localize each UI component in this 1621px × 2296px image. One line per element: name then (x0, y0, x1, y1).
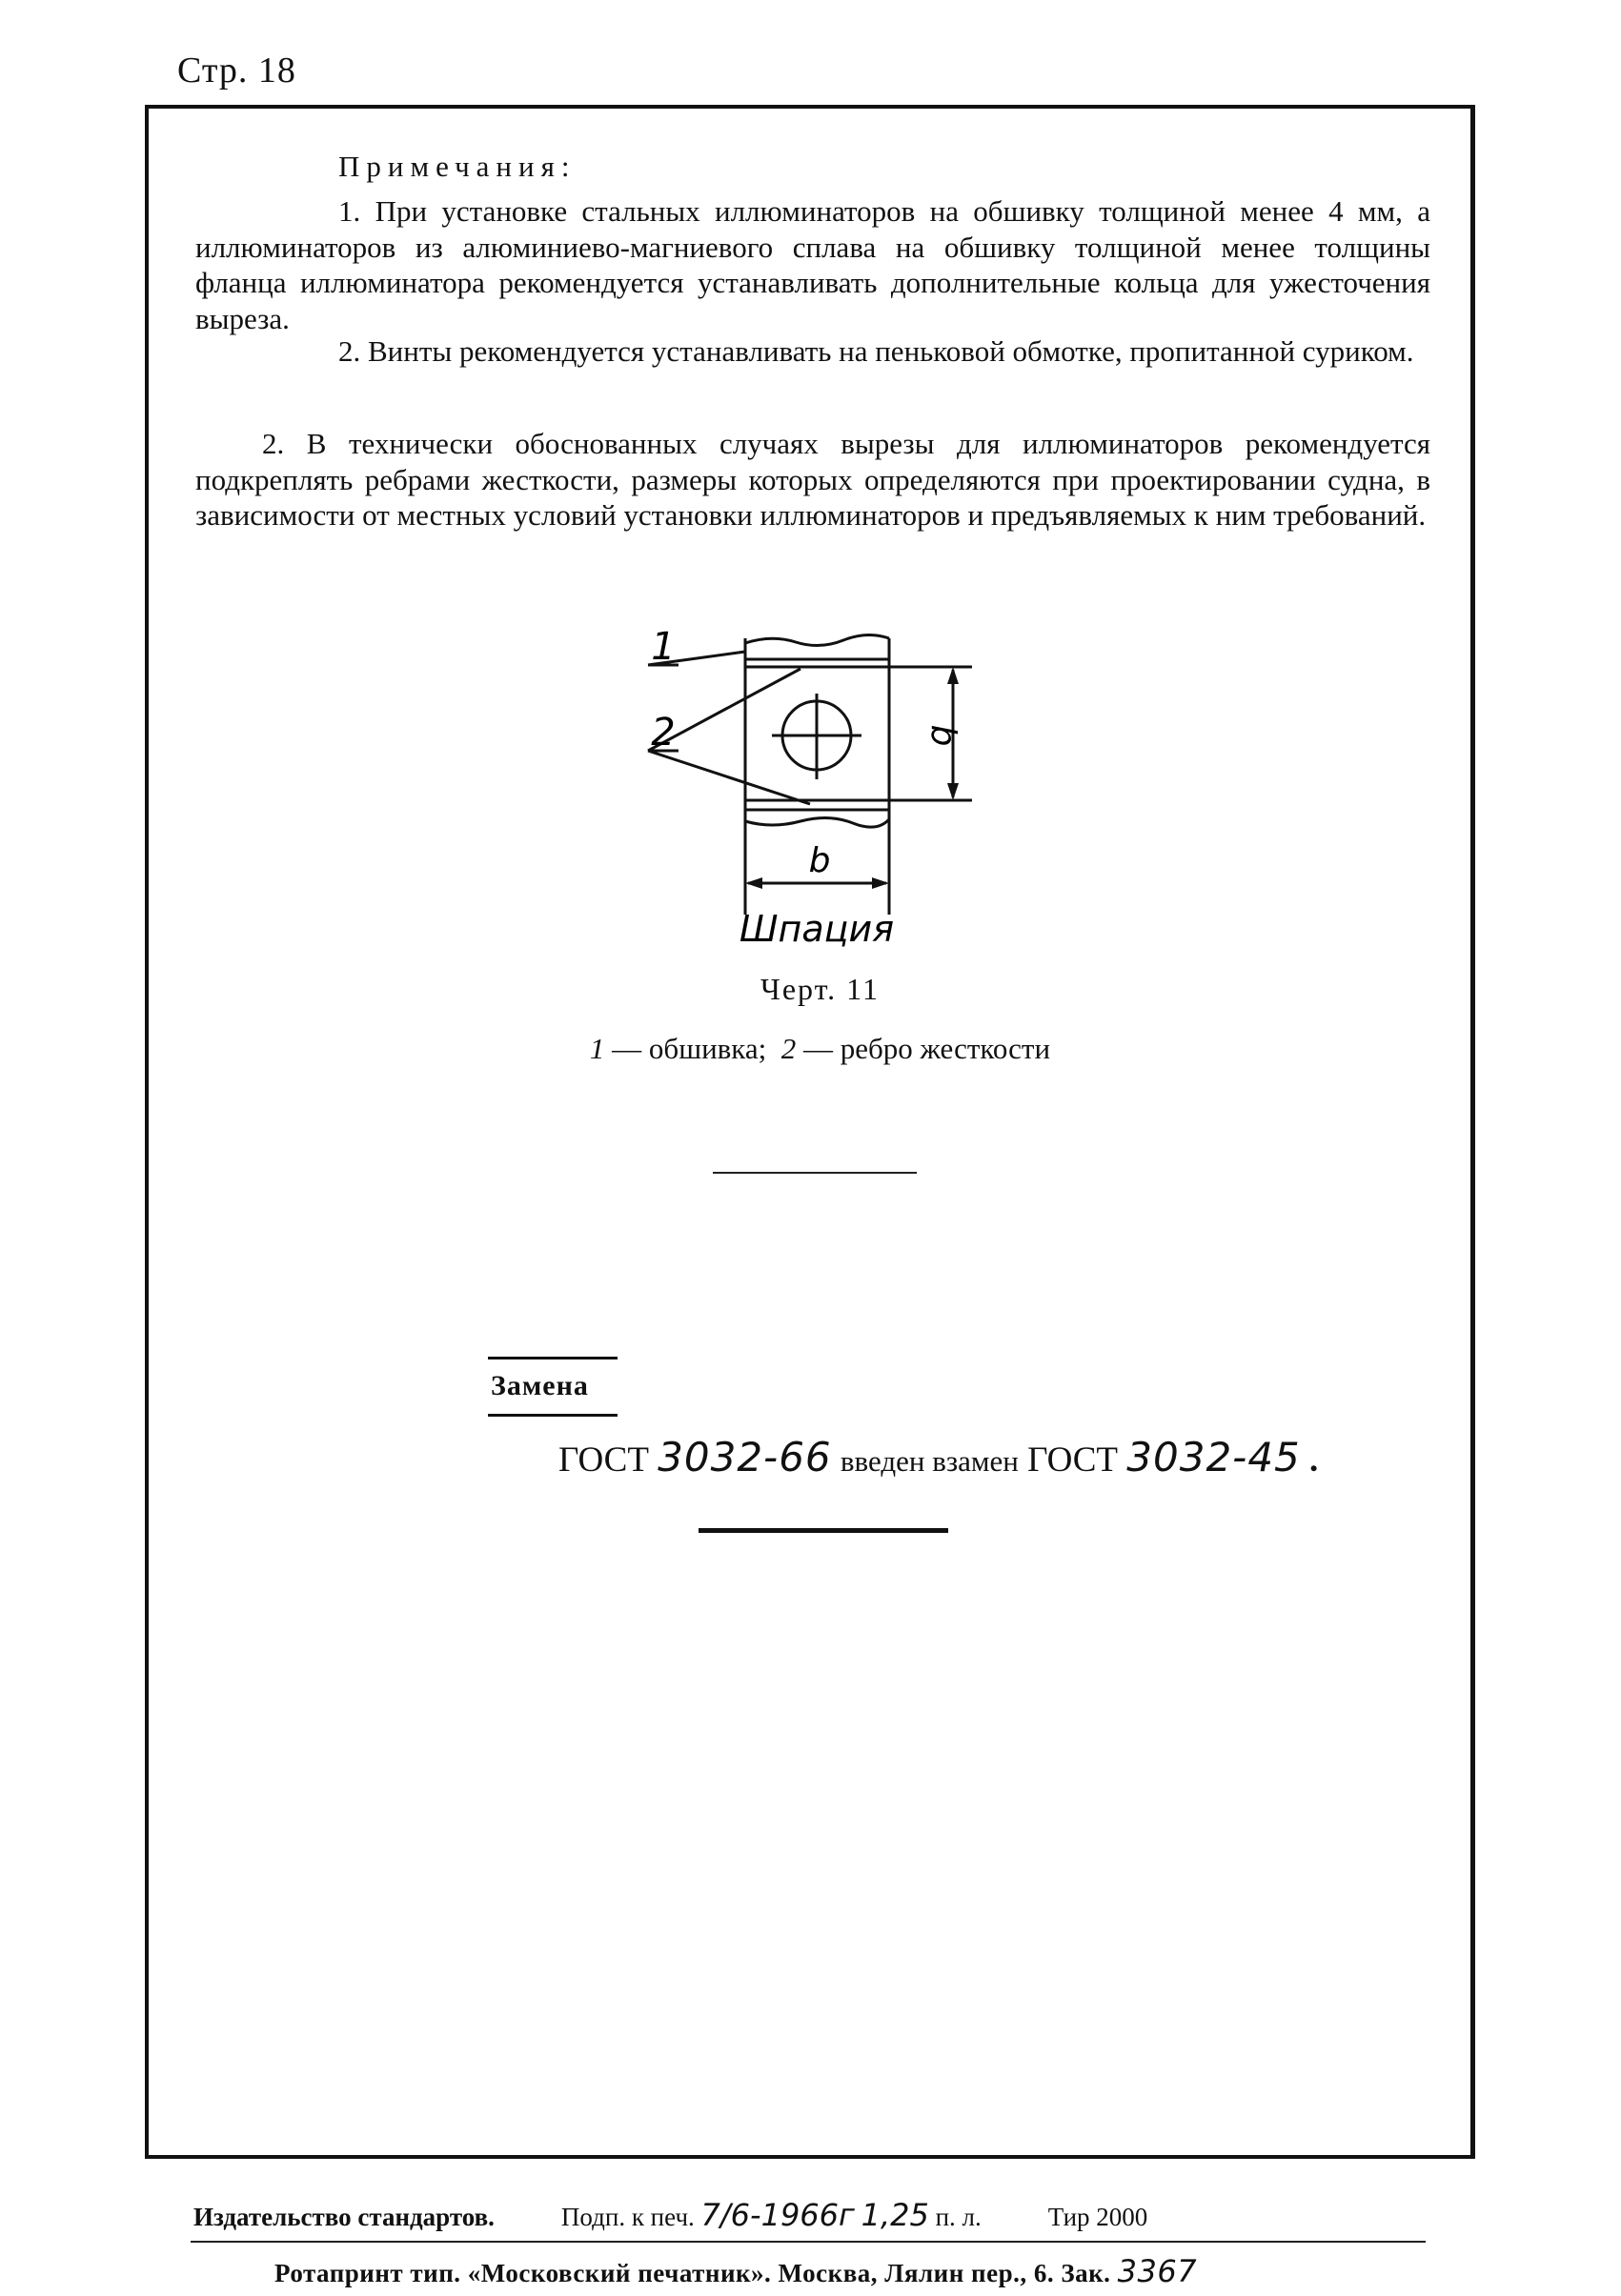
signed-date: 7/6-1966г (700, 2197, 855, 2233)
arrow-down (947, 783, 959, 800)
closing-rule (699, 1528, 948, 1533)
cutout-drawing (629, 610, 1029, 962)
spacing-label: Шпация (739, 908, 895, 950)
sheets-unit: п. л. (935, 2203, 982, 2231)
printer: Ротапринт тип. «Московский печатник». Москва, Лялин пер., 6. Зак. (274, 2259, 1111, 2287)
replacement-label: Замена (491, 1370, 589, 1401)
replacement-rule-top (488, 1357, 618, 1359)
arrow-right (872, 877, 889, 889)
note-2-text: 2. Винты рекомендуется устанавливать на пеньковой обмотке, пропитанной суриком. (338, 334, 1414, 368)
imprint-line-2 (274, 2253, 1197, 2289)
label-2: 2 (651, 711, 676, 755)
sheets-count: 1,25 (861, 2197, 929, 2233)
page-number: Стр. 18 (177, 50, 296, 91)
order-number: 3367 (1117, 2253, 1198, 2289)
replacement-middle-text: введен взамен (840, 1444, 1019, 1478)
legend-2-text: — ребро жесткости (803, 1032, 1051, 1065)
circulation: Тир 2000 (1047, 2203, 1148, 2231)
dim-b-vertical: b (923, 724, 962, 747)
plate-bottom-break (745, 817, 889, 827)
page-frame (145, 105, 1475, 2159)
gost-prefix: ГОСТ (558, 1440, 649, 1480)
imprint-line-1 (193, 2197, 1147, 2233)
note-2 (195, 333, 1430, 370)
gost-prefix-2: ГОСТ (1027, 1440, 1119, 1480)
publisher: Издательство стандартов. (193, 2203, 495, 2231)
arrow-up (947, 667, 959, 684)
replacement-end: . (1309, 1440, 1319, 1480)
gost-old-number: 3032-45 (1126, 1434, 1301, 1480)
replacement-rule-bottom (488, 1414, 618, 1417)
separator-line (713, 1172, 917, 1174)
plate-top-break (745, 634, 889, 645)
note-1 (195, 193, 1430, 336)
figure-legend (0, 1032, 1621, 1066)
imprint-rule (191, 2241, 1426, 2243)
label-1: 1 (651, 625, 676, 669)
signed-label: Подп. к печ. (560, 2203, 695, 2231)
arrow-left (745, 877, 762, 889)
legend-2-num: 2 (780, 1032, 797, 1065)
legend-1-num: 1 (589, 1032, 605, 1065)
replacement-text (558, 1434, 1318, 1480)
figure-caption: Черт. 11 (760, 972, 880, 1006)
paragraph-2 (195, 426, 1430, 534)
paragraph-2-text: 2. В технически обоснованных случаях вырезы для иллюминаторов рекомендуется подкреплять ребрами жесткости, размеры которых определяются при проектировании судна, в зависимости от местных условий установки иллюминаторов и предъявляемых к ним требований. (195, 427, 1430, 532)
dim-b-horizontal: b (808, 841, 831, 880)
notes-heading: Примечания: (338, 150, 577, 183)
gost-new-number: 3032-66 (658, 1434, 832, 1480)
leader-2b (648, 751, 810, 804)
note-1-text: 1. При установке стальных иллюминаторов на обшивку толщиной менее 4 мм, а иллюминаторов из алюминиево-магниевого сплава на обшивку толщиной менее толщины фланца иллюминатора рекомендуется устанавливать дополнительные кольца для ужесточения выреза. (195, 194, 1430, 335)
legend-1-text: — обшивка; (612, 1032, 767, 1065)
